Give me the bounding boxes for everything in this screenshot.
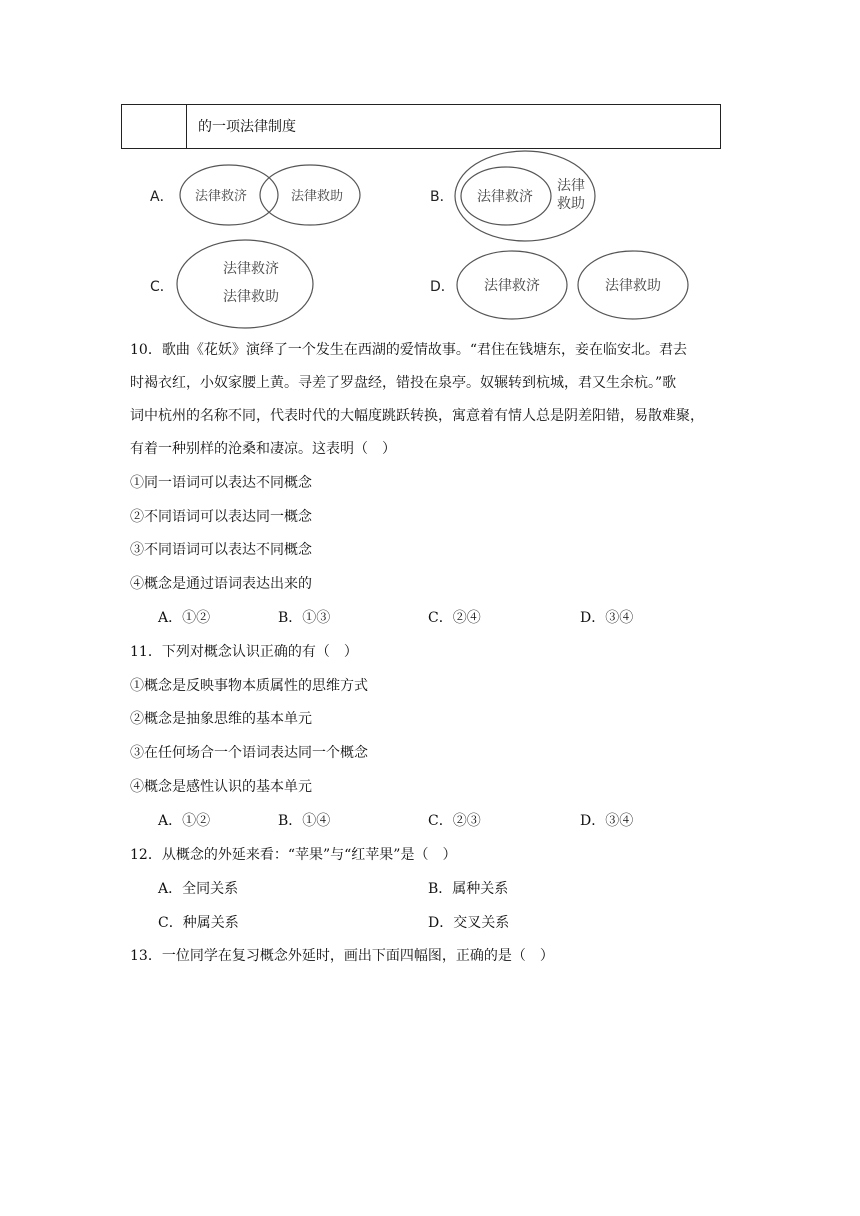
option-d-text-1: 法律救济	[484, 278, 540, 294]
q11-item-4: ④概念是感性认识的基本单元	[130, 779, 312, 795]
q13-stem: 13．一位同学在复习概念外延时，画出下面四幅图，正确的是（ ）	[130, 948, 554, 964]
q11-choice-d[interactable]: D．③④	[580, 813, 634, 829]
q11-choice-c[interactable]: C．②③	[428, 813, 481, 829]
q12-choice-b[interactable]: B．属种关系	[428, 881, 509, 897]
q10-choice-d[interactable]: D．③④	[580, 610, 634, 626]
q10-item-4: ④概念是通过语词表达出来的	[130, 576, 312, 592]
q11-stem: 11．下列对概念认识正确的有（ ）	[130, 644, 358, 660]
q12-choice-d[interactable]: D．交叉关系	[428, 915, 510, 931]
option-c-circle	[177, 240, 313, 328]
option-c-label: C．	[150, 279, 174, 295]
option-c-text-1: 法律救济	[223, 261, 279, 277]
option-b-label: B．	[430, 189, 454, 205]
q10-choice-a[interactable]: A．①②	[158, 610, 211, 626]
option-a-label: A．	[150, 189, 174, 205]
q11-choice-b[interactable]: B．①④	[278, 813, 331, 829]
q10-stem-line-3: 词中杭州的名称不同，代表时代的大幅度跳跃转换，寓意着有情人总是阴差阳错，易散难聚，	[130, 408, 704, 424]
table-cell-text: 的一项法律制度	[198, 119, 296, 135]
option-b-inner-text: 法律救济	[477, 189, 533, 205]
q12-choice-a[interactable]: A．全同关系	[158, 881, 239, 897]
table-cell-empty	[122, 105, 187, 148]
q11-item-2: ②概念是抽象思维的基本单元	[130, 711, 312, 727]
q12-stem: 12．从概念的外延来看：“苹果”与“红苹果”是（ ）	[130, 847, 457, 863]
q11-item-3: ③在任何场合一个语词表达同一个概念	[130, 745, 368, 761]
q10-choice-c[interactable]: C．②④	[428, 610, 481, 626]
table-fragment	[121, 104, 721, 149]
option-d-label: D．	[430, 279, 455, 295]
option-a-text-1: 法律救济	[194, 189, 248, 204]
option-b-outer-text-1: 法律	[557, 178, 585, 194]
q10-stem-line-4: 有着一种别样的沧桑和凄凉。这表明（ ）	[130, 441, 396, 457]
q10-item-1: ①同一语词可以表达不同概念	[130, 475, 312, 491]
q10-stem-line-1: 10．歌曲《花妖》演绎了一个发生在西湖的爱情故事。“君住在钱塘东，妾在临安北。君去	[130, 342, 687, 358]
q11-choice-a[interactable]: A．①②	[158, 813, 211, 829]
q10-stem-line-2: 时褐衣红，小奴家腰上黄。寻差了罗盘经，错投在泉亭。奴辗转到杭城，君又生余杭。”歌	[130, 375, 677, 391]
option-c-text-2: 法律救助	[223, 289, 279, 305]
venn-diagram-options	[0, 148, 860, 338]
q11-item-1: ①概念是反映事物本质属性的思维方式	[130, 678, 368, 694]
q12-choice-c[interactable]: C．种属关系	[158, 915, 239, 931]
q10-choice-b[interactable]: B．①③	[278, 610, 331, 626]
option-d-text-2: 法律救助	[605, 278, 661, 294]
q10-item-2: ②不同语词可以表达同一概念	[130, 509, 312, 525]
option-a-text-2: 法律救助	[290, 189, 344, 204]
option-b-outer-text-2: 救助	[557, 196, 585, 212]
q10-item-3: ③不同语词可以表达不同概念	[130, 542, 312, 558]
